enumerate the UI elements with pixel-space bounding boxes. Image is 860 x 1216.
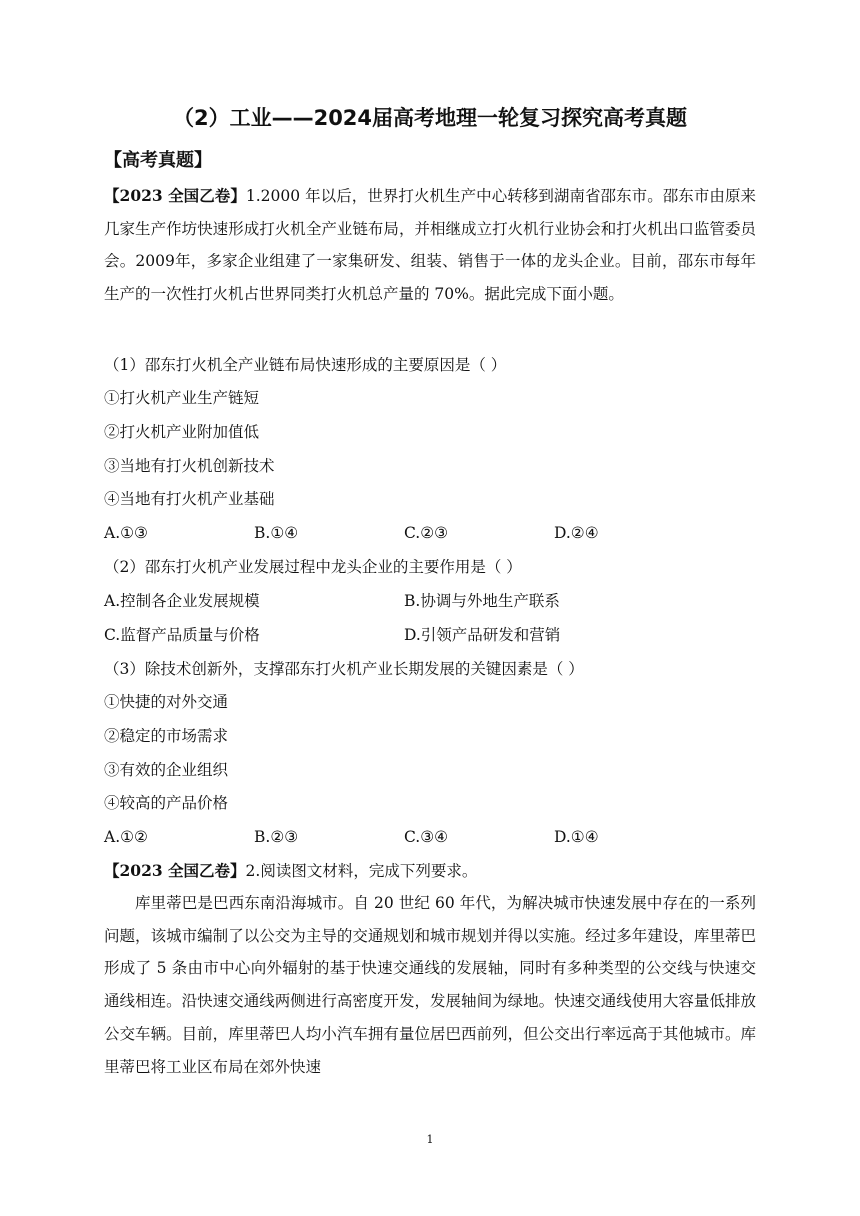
section-heading: 【高考真题】	[104, 150, 212, 171]
answer-option-c[interactable]: C.监督产品质量与价格	[104, 626, 260, 644]
question-2-stem	[104, 861, 477, 881]
statement-item: ②稳定的市场需求	[104, 727, 229, 745]
answer-option-d[interactable]: D.②④	[554, 524, 599, 542]
statement-item: ①打火机产业生产链短	[104, 389, 260, 407]
page-title: （2）工业——2024届高考地理一轮复习探究高考真题	[172, 106, 688, 130]
answer-option-a[interactable]: A.控制各企业发展规模	[104, 592, 260, 610]
answer-option-c[interactable]: C.③④	[404, 828, 449, 846]
sub-question-1: （1）邵东打火机全产业链布局快速形成的主要原因是（ ）	[104, 356, 507, 374]
statement-item: ③有效的企业组织	[104, 761, 229, 779]
answer-option-a[interactable]: A.①②	[104, 828, 148, 846]
material-passage: 库里蒂巴是巴西东南沿海城市。自 20 世纪 60 年代，为解决城市快速发展中存在的一系列问题，该城市编制了以公交为主导的交通规划和城市规划并得以实施。经过多年建设，库里蒂巴形成了 5 条由市中心向外辐射的基于快速交通线的发展轴，同时有多种类型的公交线与快速交通线相连。沿快速交通线两侧进行高密度开发，发展轴间为绿地。快速交通线使用大容量低排放公交车辆。目前，库里蒂巴人均小汽车拥有量位居巴西前列，但公交出行率远高于其他城市。库里蒂巴将工业区布局在郊外快速	[104, 894, 756, 1076]
sub-question-2: （2）邵东打火机产业发展过程中龙头企业的主要作用是（ ）	[104, 558, 522, 576]
answer-option-d[interactable]: D.①④	[554, 828, 599, 846]
question-1-stem	[104, 180, 756, 311]
answer-option-b[interactable]: B.协调与外地生产联系	[404, 592, 560, 610]
question-stem-text: 1.2000 年以后，世界打火机生产中心转移到湖南省邵东市。邵东市由原来几家生产作坊快速形成打火机全产业链布局，并相继成立打火机行业协会和打火机出口监管委员会。2009年，多家企业组建了一家集研发、组装、销售于一体的龙头企业。目前，邵东市每年生产的一次性打火机占世界同类打火机总产量的 70%。据此完成下面小题。	[104, 187, 756, 304]
statement-item: ④当地有打火机产业基础	[104, 490, 275, 508]
answer-option-b[interactable]: B.①④	[254, 524, 299, 542]
question-source: 【2023 全国乙卷】	[104, 186, 246, 205]
statement-item: ④较高的产品价格	[104, 794, 229, 812]
statement-item: ③当地有打火机创新技术	[104, 457, 275, 475]
statement-item: ②打火机产业附加值低	[104, 423, 260, 441]
answer-option-d[interactable]: D.引领产品研发和营销	[404, 626, 561, 644]
question-source: 【2023 全国乙卷】	[104, 861, 246, 880]
answer-option-a[interactable]: A.①③	[104, 524, 148, 542]
statement-item: ①快捷的对外交通	[104, 693, 229, 711]
page-number: 1	[426, 1133, 434, 1146]
sub-question-3: （3）除技术创新外，支撑邵东打火机产业长期发展的关键因素是（ ）	[104, 660, 584, 678]
answer-option-b[interactable]: B.②③	[254, 828, 299, 846]
answer-option-c[interactable]: C.②③	[404, 524, 449, 542]
question-stem-text: 2.阅读图文材料，完成下列要求。	[245, 862, 478, 880]
